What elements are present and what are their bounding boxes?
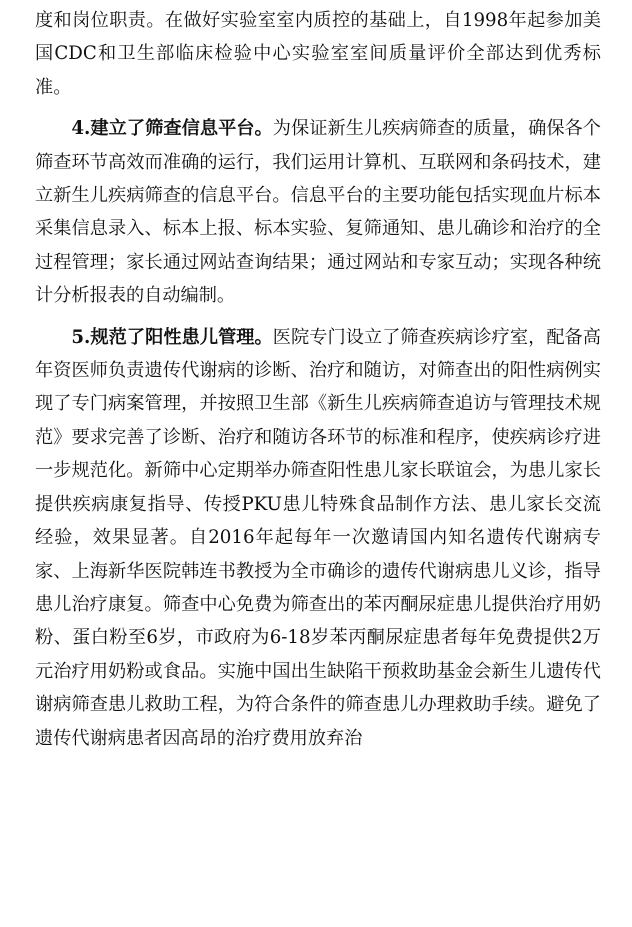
paragraph-positive-case-management (35, 313, 601, 755)
paragraph-text: 度和岗位职责。在做好实验室室内质控的基础上，自1998年起参加美国CDC和卫生部临床检验中心实验室室间质量评价全部达到优秀标准。 (35, 10, 601, 98)
paragraph-continuation (35, 0, 601, 104)
paragraph-text: 为保证新生儿疾病筛查的质量，确保各个筛查环节高效而准确的运行，我们运用计算机、互联网和条码技术，建立新生儿疾病筛查的信息平台。信息平台的主要功能包括实现血片标本采集信息录入、标本上报、标本实验、复筛通知、患儿确诊和治疗的全过程管理；家长通过网站查询结果；通过网站和专家互动；实现各种统计分析报表的自动编制。 (35, 118, 601, 307)
document-body (35, 0, 601, 755)
paragraph-info-platform (35, 104, 601, 312)
section-heading-positive-case-management: 5.规范了阳性患儿管理。 (71, 326, 273, 348)
section-heading-info-platform: 4.建立了筛查信息平台。 (71, 118, 273, 140)
paragraph-text: 医院专门设立了筛查疾病诊疗室，配备高年资医师负责遗传代谢病的诊断、治疗和随访，对筛查出的阳性病例实现了专门病案管理，并按照卫生部《新生儿疾病筛查追访与管理技术规范》要求完善了诊断、治疗和随访各环节的标准和程序，使疾病诊疗进一步规范化。新筛中心定期举办筛查阳性患儿家长联谊会，为患儿家长提供疾病康复指导、传授PKU患儿特殊食品制作方法、患儿家长交流经验，效果显著。自2016年起每年一次邀请国内知名遗传代谢病专家、上海新华医院韩连书教授为全市确诊的遗传代谢病患儿义诊，指导患儿治疗康复。筛查中心免费为筛查出的苯丙酮尿症患儿提供治疗用奶粉、蛋白粉至6岁，市政府为6-18岁苯丙酮尿症患者每年免费提供2万元治疗用奶粉或食品。实施中国出生缺陷干预救助基金会新生儿遗传代谢病筛查患儿救助工程，为符合条件的筛查患儿办理救助手续。避免了遗传代谢病患者因高昂的治疗费用放弃治 (35, 326, 601, 749)
